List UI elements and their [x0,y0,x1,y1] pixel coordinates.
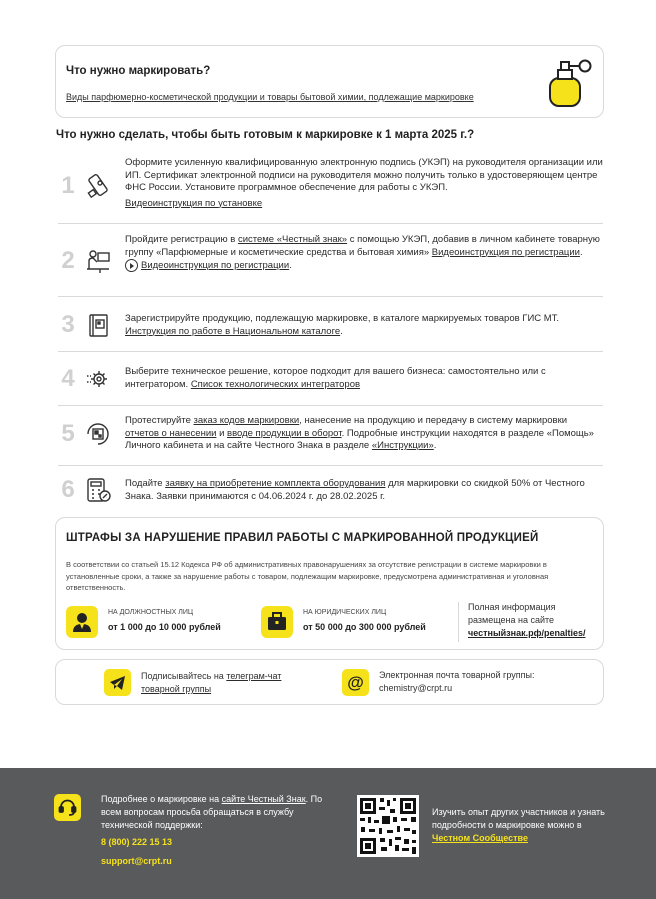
divider [58,223,603,224]
perfume-bottle-icon [542,56,594,110]
step-6-text-b: для маркировки со скидкой 50% от Честного Знака. Заявки принимаются с 04.06.2024 г. до 28.02.2025 г. [125,478,585,502]
fines-card [55,517,604,650]
email-value[interactable]: chemistry@crpt.ru [379,683,453,693]
step-3-text: Зарегистрируйте продукцию, подлежащую маркировке, в каталоге маркируемых товаров ГИС МТ. [125,313,560,324]
step-1-text: Оформите усиленную квалифицированную электронную подпись (УКЭП) на руководителя организации или ИП. Сертификат электронной подписи на руководителя можно получить только в удостоверяющем центре ФНС России. Установите программное обеспечение для работы с УКЭП. [125,157,603,193]
telegram-text [141,670,321,696]
penalties-link[interactable]: честныйзнак.рф/penalties/ [468,628,586,638]
qr-code[interactable] [357,795,419,857]
instructions-link[interactable]: «Инструкции» [371,440,434,451]
registration-video-link-2[interactable]: Видеоинструкция по регистрации [141,260,290,272]
integrators-list-link[interactable]: Список технологических интеграторов [190,378,361,390]
footer-info [101,793,326,832]
step-4-text: Выберите техническое решение, которое подходит для вашего бизнеса: самостоятельно или с интегратором. [125,366,546,390]
support-phone[interactable]: 8 (800) 222 15 13 [101,837,173,847]
footer-text-b: . По всем вопросам просьба обращаться в службу технической поддержки: [101,794,323,830]
step-number: 2 [61,247,75,274]
step-number: 6 [61,476,75,503]
telegram-prefix: Подписывайтесь на [141,671,227,681]
step-number: 5 [61,420,75,447]
contacts-card [55,659,604,705]
briefcase-icon [261,606,293,638]
footer-text-a: Подробнее о маркировке на [101,794,222,804]
step-number: 4 [61,365,75,392]
datamatrix-code-icon [84,420,112,448]
support-headset-icon [54,794,81,821]
legal-label: НА ЮРИДИЧЕСКИХ ЛИЦ [303,609,387,616]
divider [58,405,603,406]
usb-key-icon [84,172,112,200]
at-sign-icon: @ [342,669,369,696]
equipment-request-link[interactable]: заявку на приобретение комплекта оборудования [165,478,386,489]
site-link[interactable]: сайте Честный Знак [221,794,306,804]
legal-amount: от 50 000 до 300 000 рублей [303,622,426,632]
support-email[interactable]: support@crpt.ru [101,856,172,866]
divider [58,465,603,466]
step-6-text-a: Подайте [125,478,166,489]
order-codes-link[interactable]: заказ кодов маркировки [193,415,300,426]
calculator-icon [84,476,112,504]
step-2-text-a: Пройдите регистрацию в [125,234,238,245]
install-video-link[interactable]: Видеоинструкция по установке [125,197,263,209]
penalties-info-text: Полная информация размещена на сайте [468,602,556,625]
community-info [432,806,612,845]
step-5-text-c: и [216,427,228,439]
product-types-link[interactable]: Виды парфюмерно-косметической продукции и товары бытовой химии, подлежащие маркировке [66,92,474,102]
registration-video-link[interactable]: Видеоинструкция по регистрации [431,246,580,258]
community-text: Изучить опыт других участников и узнать подробности о маркировке можно в [432,807,605,830]
footer [0,768,656,899]
step-2-text-b: с помощью УКЭП, добавив в личном кабинете товарную группу «Парфюмерные и косметические средства и бытовая химия» [125,234,600,258]
step-5-text-e: . [433,440,437,451]
circulation-link[interactable]: вводе продукции в оборот [227,427,342,439]
step-5-text-d: . Подробные инструкции находятся в разделе «Помощь» Личного кабинета и на сайте Честного Знака в разделе [125,427,594,451]
reports-link[interactable]: отчетов о нанесении [125,427,217,439]
what-to-mark-card [55,45,604,118]
what-to-mark-title: Что нужно маркировать? [66,65,211,77]
divider [58,296,603,297]
step-3-text-b: . [340,325,343,337]
system-link[interactable]: системе «Честный знак» [237,234,348,245]
section-title: Что нужно сделать, чтобы быть готовым к маркировке к 1 марта 2025 г.? [56,129,475,141]
community-link[interactable]: Честном Сообществе [432,833,528,843]
telegram-chat-link[interactable]: телеграм-чат товарной группы [141,671,282,694]
fines-description: В соответствии со статьей 15.12 Кодекса РФ об административных правонарушениях за отсутствие регистрации в системе маркировки в установленные сроки, а также за нарушение работы с товаром, подлежащим маркировке, предусмотрена административная и уголовная ответственность. [66,560,549,592]
step-number: 1 [61,172,75,199]
play-icon [125,259,138,272]
gear-settings-icon [84,365,112,393]
divider [58,351,603,352]
catalog-book-icon [84,311,112,339]
catalog-instruction-link[interactable]: Инструкция по работе в Национальном каталоге [125,325,341,337]
step-2-text-c: . [579,246,583,258]
fines-title: ШТРАФЫ ЗА НАРУШЕНИЕ ПРАВИЛ РАБОТЫ С МАРКИРОВАННОЙ ПРОДУКЦИЕЙ [66,532,539,544]
fines-separator [458,602,459,642]
step-number: 3 [61,311,75,338]
person-at-computer-icon [84,247,112,275]
official-person-icon [66,606,98,638]
officials-label: НА ДОЛЖНОСТНЫХ ЛИЦ [108,609,194,616]
step-5-text-b: , нанесение на продукцию и передачу в систему маркировки [299,415,568,426]
officials-amount: от 1 000 до 10 000 рублей [108,622,221,632]
email-label: Электронная почта товарной группы: [379,670,535,680]
step-5-text-a: Протестируйте [125,415,194,426]
telegram-icon [104,669,131,696]
